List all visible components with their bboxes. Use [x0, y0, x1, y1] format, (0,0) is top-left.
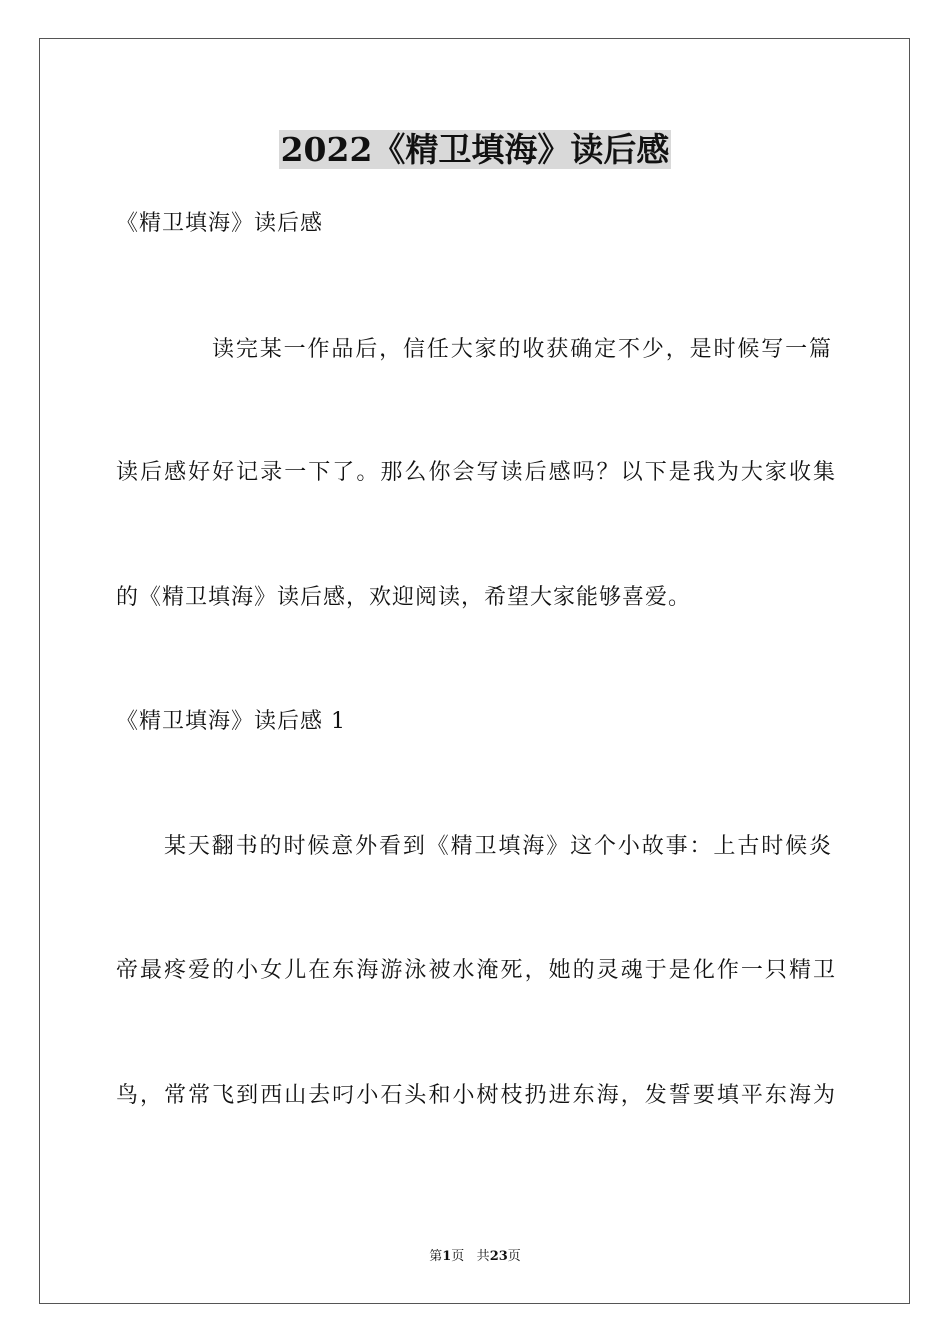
paragraph-line: 的《精卫填海》读后感，欢迎阅读，希望大家能够喜爱。	[116, 585, 692, 610]
document-title-text: 2022《精卫填海》读后感	[280, 130, 670, 169]
footer-total-suffix: 页	[507, 1249, 521, 1264]
footer-page-number: 1	[442, 1249, 452, 1264]
footer-page-prefix: 第	[429, 1249, 443, 1264]
section-heading: 《精卫填海》读后感 1	[116, 709, 346, 734]
paragraph-line: 某天翻书的时候意外看到《精卫填海》这个小故事：上古时候炎	[164, 834, 832, 859]
footer-page-suffix: 页	[451, 1249, 465, 1264]
document-subtitle: 《精卫填海》读后感	[116, 211, 324, 236]
paragraph-line: 帝最疼爱的小女儿在东海游泳被水淹死，她的灵魂于是化作一只精卫	[116, 958, 836, 983]
document-title	[0, 128, 950, 172]
paragraph-line: 读完某一作品后，信任大家的收获确定不少，是时候写一篇	[212, 337, 832, 362]
page-footer	[0, 1248, 950, 1266]
footer-total-prefix: 共	[476, 1249, 490, 1264]
paragraph-line: 读后感好好记录一下了。那么你会写读后感吗？以下是我为大家收集	[116, 460, 836, 485]
footer-total-pages: 23	[489, 1249, 508, 1264]
paragraph-line: 鸟，常常飞到西山去叼小石头和小树枝扔进东海，发誓要填平东海为	[116, 1083, 836, 1108]
